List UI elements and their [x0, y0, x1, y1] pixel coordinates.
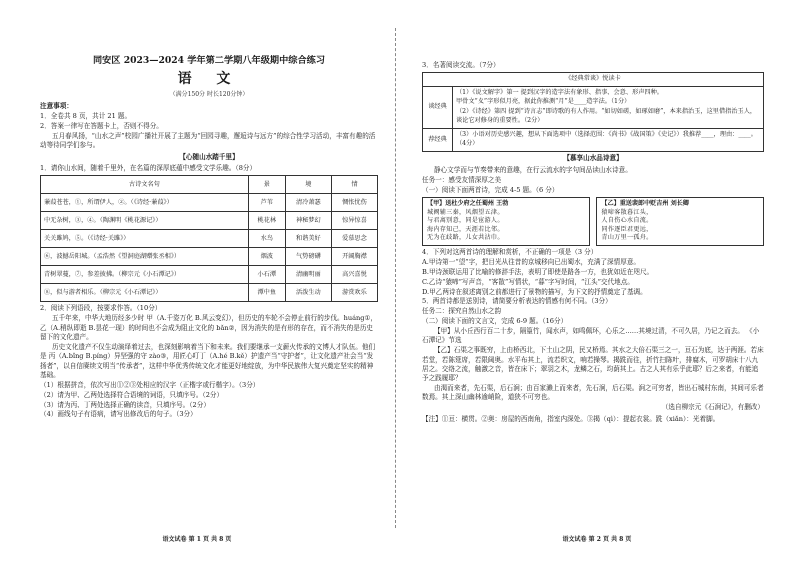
classical-text-b: 【乙】石渠之事既穷，上由桥西北，下土山之阴，民又桥焉。其水之大倍石渠三之一，亘石为底，达于两涯。若床若堂，若陈筵席，若限阃奥。水平布其上，流若织文，响若操琴。揭跣而往，折竹扫陈叶，排腐木，可罗胡床十八九居之。交络之流，触激之音，皆在床下；翠羽之木，龙鳞之石，均荫其上。古之人其有乐乎此耶？后之来者，有能追予之践履耶？ — [422, 346, 764, 383]
page-1-content — [40, 48, 378, 420]
card-line: （3）小语对历史感兴趣，想从下面选项中（选择范围：《尚书》《战国策》《史记》）我推荐____，理由：____。（4分） — [456, 131, 757, 148]
poem-line: 海内存知己，天涯若比邻。 — [427, 225, 504, 233]
task-heading: 任务二：探究自然山水之韵 — [422, 307, 502, 316]
table-cell: 青树翠蔓，⑦，参差披拂。（柳宗元《小石潭记》） — [41, 266, 249, 284]
card-title-row — [423, 72, 764, 86]
poem-line: 与君离别意，同是宦游人。 — [427, 217, 504, 225]
card-line: （2）《诗经》第四 提到“诗言志”即诗歌的有人作用。“如切如磋，如琢如磨”，本来指治玉，这里借指治玉人，谈论它对修身的重要性。（2分） — [456, 107, 757, 124]
poem-line: 城阙辅三秦，风烟望五津。 — [427, 208, 504, 216]
table-row — [41, 212, 378, 230]
passage-paragraph: 历史文化遗产不仅生动演绎着过去，也深刻影响着当下和未来。我们要继承一支薪火传承的文博人才队伍。他们是 丙（A.bǐng B.píng）异坚强的守 zào③，用匠心叮丁（A.hé B.kě）护遗产当“守护者”，让文化遗产社会当“发扬者”，以自信赓续文明当“传承者”，这样中华优秀传统文化才能更好地绽放，为中华民族伟大复兴奠定坚实的精神基础。 — [40, 342, 376, 379]
table-cell: 中无杂树，③，④。（陶渊明《桃花源记》） — [41, 212, 249, 230]
card-title: 《经典常谈》悦读卡 — [423, 72, 764, 86]
sub-question: （3）请为丙、丁两处选择正确的读音，只填序号。（2分） — [40, 400, 210, 409]
sub-heading: （一）阅读下面两首诗，完成 4-5 题。（6 分） — [422, 185, 559, 194]
table-cell: 蒹葭苍苍，①，所谓伊人，②。（《诗经·蒹葭》） — [41, 194, 249, 212]
table-cell: 惆怅忧伤 — [331, 194, 377, 212]
notice-item: 2．答案一律写在答题卡上，否则不得分。 — [40, 122, 163, 131]
task-heading: 任务一：感受友情深厚之美 — [422, 175, 502, 184]
subject-title: 语 文 — [177, 71, 241, 88]
question-1: 1．请你山水间，随着千里外，在名篇的深厚底蕴中感受文学乐趣。（8分） — [40, 164, 257, 173]
table-header: 古诗文名句 — [41, 176, 249, 194]
section-intro: 静心文学而与节奏带来的意趣，在行云流水的字句间品读山水诗意。 — [434, 165, 632, 174]
table-cell: 水鸟 — [248, 230, 285, 248]
card-side-label: 谈经典 — [423, 86, 453, 128]
table-cell: 神秘梦幻 — [285, 212, 331, 230]
exam-page-1 — [0, 0, 394, 561]
table-cell: 爱慕思念 — [331, 230, 377, 248]
table-cell: 活泼生动 — [285, 284, 331, 302]
notice-title: 注意事项： — [40, 102, 73, 111]
poem-table — [40, 175, 378, 302]
question-3: 3．名著阅读交流。（7分） — [422, 60, 500, 69]
card-line: 甲骨文“夊”字形似月亮，据此你推测“月”是____造字法。（1分） — [456, 98, 631, 106]
text-source: （选自柳宗元《石涧记》，有删改） — [661, 403, 764, 412]
exam-title: 同安区 2023—2024 学年第二学期八年级期中综合练习 — [92, 55, 326, 66]
option: C.乙诗“猿啼”写声音，“客散”写情状，“暮”字写时间，“江头”交代地点。 — [422, 277, 634, 286]
card-content — [453, 128, 764, 152]
poem-b-title: 【乙】重送裴郎中贬吉州 刘长卿 — [601, 199, 689, 207]
poem-line: 人自伤心水自流。 — [601, 217, 653, 225]
table-row — [41, 266, 378, 284]
sub-heading: （二）阅读下面的文言文，完成 6-9 题。（16分） — [422, 317, 568, 326]
poem-line: 同作逐臣君更远， — [601, 225, 653, 233]
option: D.甲乙两诗在叙述离别之前都进行了景物的描写，为下文的抒情奠定了基调。 — [422, 287, 647, 296]
page-divider — [395, 28, 396, 528]
poem-line: 青山万里一孤舟。 — [601, 234, 653, 242]
table-cell: 惊异惊喜 — [331, 212, 377, 230]
option: A.甲诗第一“望”字，把目光从往昔的京城移向已出蜀水，充满了深情厚意。 — [422, 257, 641, 266]
passage-paragraph: 五千年来，中华大地历经多少时 甲（A.千姿万化 B.风云变幻），但历史的车轮不会停止前行的步伐。huáng①，乙（A.稍纵即逝 B.昙花一现）的时间也不会成为阻止文化的 bǎn②，因为消失的是有形的存在，而不消失的是历史留下的文化遗产。 — [40, 314, 378, 342]
table-cell: 开阔胸襟 — [331, 248, 377, 266]
table-cell: 和谐美好 — [285, 230, 331, 248]
table-cell: ⑥，波撼岳阳城。（孟浩然《望洞庭湖赠张丞相》） — [41, 248, 249, 266]
table-row — [41, 230, 378, 248]
exam-page-2 — [400, 0, 794, 561]
card-row — [423, 128, 764, 152]
page-footer: 语文试卷 第 1 页 共 8 页 — [162, 536, 232, 544]
sub-question: （1）根据拼音，依次写出①②③处相应的汉字（正楷字或行楷字）。（3分） — [40, 380, 260, 389]
table-header-row — [41, 176, 378, 194]
table-cell: 游赏欢乐 — [331, 284, 377, 302]
poem-a — [422, 197, 590, 246]
sub-question: （4）画线句子有语病，请写出修改后的句子。（3分） — [40, 410, 197, 419]
table-cell: 清幽明丽 — [285, 266, 331, 284]
card-row — [423, 86, 764, 128]
poem-b — [596, 197, 764, 246]
question-4: 4．下列对这两首诗的理解和赏析，不正确的一项是（3 分） — [422, 248, 598, 257]
table-cell: 关关雎鸠，⑤。（《诗经·关雎》） — [41, 230, 249, 248]
notice-item: 1．全卷共 8 页，共计 21 题。 — [40, 112, 132, 121]
table-header: 境 — [285, 176, 331, 194]
reading-card — [422, 72, 764, 153]
table-cell: 桃花林 — [248, 212, 285, 230]
intro-paragraph: 五月春风扬，“山水之声”校园广播社开展了主题为“回园寻趣，邂逅诗与远方”的综合性学习活动，丰富有趣的活动等待同学们参与。 — [40, 132, 376, 150]
table-cell: 潭中鱼 — [248, 284, 285, 302]
poem-line: 猿啼客散暮江头， — [601, 208, 653, 216]
table-cell: 芦苇 — [248, 194, 285, 212]
table-row — [41, 248, 378, 266]
table-cell: 烟波 — [248, 248, 285, 266]
table-cell: 清冷萧瑟 — [285, 194, 331, 212]
question-2: 2．阅读下列语段，按要求作答。（10分） — [40, 304, 162, 313]
table-cell: ⑧，似与游者相乐。（柳宗元《小石潭记》） — [41, 284, 249, 302]
section-heading: 【心随山水踏千里】 — [179, 152, 239, 161]
question-5: 5．两首诗都是送别诗，请简要分析表达的情感有何不同。（3分） — [422, 297, 612, 306]
card-content — [453, 86, 764, 128]
exam-meta: （满分150分 时长120分钟） — [169, 90, 249, 98]
table-cell: 高兴喜悦 — [331, 266, 377, 284]
table-header: 情 — [331, 176, 377, 194]
classical-text-b-cont: 由渴而来者，先石渠，后石涧；由百家濑上而来者，先石涧，后石渠。涧之可穷者，皆出石城村东南，其间可乐者数焉。其上深山幽林逾峭险，道狭不可穷也。 — [422, 384, 764, 402]
table-header: 景 — [248, 176, 285, 194]
page-2-content — [422, 60, 764, 425]
table-cell: 小石潭 — [248, 266, 285, 284]
page-footer: 语文试卷 第 2 页 共 8 页 — [562, 536, 632, 544]
poem-line: 无为在歧路，儿女共沾巾。 — [427, 234, 504, 242]
card-side-label: 荐经典 — [423, 128, 453, 152]
card-line: （1）《说文解字》第一 提到汉字的造字法有象形、指事、会意、形声四种。 — [456, 89, 663, 97]
sub-question: （2）请为甲、乙两处选择符合语境的词语，只填序号。（2分） — [40, 390, 224, 399]
table-cell: 气势磅礴 — [285, 248, 331, 266]
classical-text-a: 【甲】从小丘西行百二十步，隔篁竹，闻水声，如鸣佩环，心乐之……其境过清，不可久居，乃记之而去。 《小石潭记》节选 — [422, 326, 760, 345]
annotation-note: 【注】①亘：横贯。②奥：房屋的西南角，指室内深处。③揭（qì）：提起衣裳。跣（xiǎn）：光着脚。 — [422, 414, 720, 423]
poem-pair — [422, 197, 764, 246]
option: B.甲诗颈联运用了比喻的修辞手法，表明了即使是路各一方，也犹如近在咫尺。 — [422, 267, 654, 276]
table-row — [41, 284, 378, 302]
poem-a-title: 【甲】送杜少府之任蜀州 王勃 — [427, 199, 509, 207]
table-row — [41, 194, 378, 212]
section-heading: 【慕享山水品诗意】 — [563, 154, 623, 163]
